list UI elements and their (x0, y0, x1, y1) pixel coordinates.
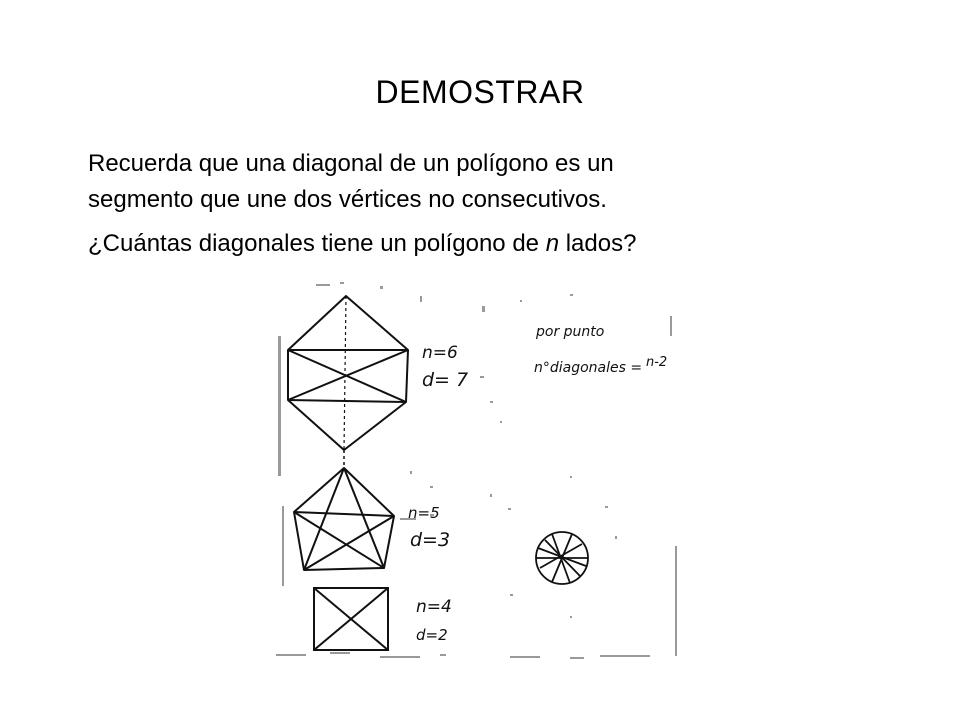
question-variable: n (545, 230, 560, 257)
square-d-label: d=2 (416, 626, 448, 644)
hexagon-n-label: n=6 (422, 343, 458, 363)
note-line-2: n°diagonales = (534, 360, 643, 376)
pentagon-d-label: d=3 (410, 529, 451, 551)
pentagon-diagonal (304, 468, 344, 570)
handwritten-sketch (270, 276, 690, 666)
handwritten-labels (408, 324, 667, 644)
definition-line-2: segmento que une dos vértices no consecutivos. (88, 186, 607, 213)
note-line-1: por punto (536, 324, 605, 340)
question-prefix: ¿Cuántas diagonales tiene un polígono de (88, 230, 546, 257)
circle-drawing (536, 532, 588, 584)
pentagon-diagonal (344, 468, 384, 568)
square-drawing (314, 588, 388, 650)
hexagon-drawing (288, 296, 408, 450)
hexagon-d-label: d= 7 (422, 369, 469, 391)
question (88, 226, 888, 262)
slide-title: DEMOSTRAR (375, 74, 585, 110)
hexagon-diagonal (288, 400, 406, 402)
definition-line-1: Recuerda que una diagonal de un polígono es un (88, 150, 614, 177)
hexagon-outline (288, 296, 408, 450)
square-n-label: n=4 (416, 597, 452, 617)
slide-body (88, 146, 888, 262)
scan-noise (276, 282, 677, 659)
pentagon-n-label: n=5 (408, 504, 440, 522)
note-formula: n-2 (646, 355, 668, 370)
question-suffix: lados? (559, 230, 637, 257)
pentagon-diagonal (294, 512, 394, 516)
hexagon-diagonal (344, 296, 346, 450)
pentagon-drawing (294, 468, 394, 570)
